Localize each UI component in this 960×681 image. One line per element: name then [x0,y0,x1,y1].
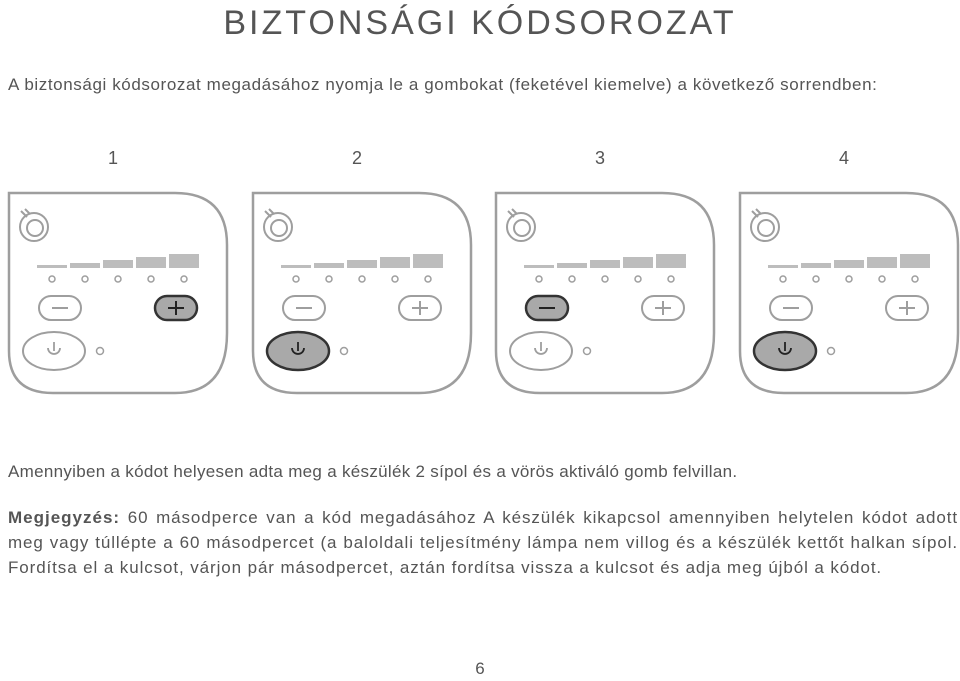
power-level-bar [314,263,344,268]
power-level-bar [37,265,67,268]
page-title: BIZTONSÁGI KÓDSOROZAT [223,4,737,42]
power-level-bar [900,254,930,268]
note-paragraph [8,505,958,580]
power-level-bar [136,257,166,268]
confirmation-text: Amennyiben a kódot helyesen adta meg a készülék 2 sípol és a vörös aktiváló gomb felvillan. [8,462,738,481]
power-level-bar [380,257,410,268]
step-number-2: 2 [351,148,362,168]
power-level-bar [867,257,897,268]
intro-text: A biztonsági kódsorozat megadásához nyomja le a gombokat (feketével kiemelve) a következő sorrendben: [8,75,878,94]
control-panel-4 [740,193,958,393]
control-panel-sequence [0,185,960,395]
power-level-bar [557,263,587,268]
power-level-bar [347,260,377,268]
power-level-bar [169,254,199,268]
step-number-3: 3 [594,148,605,168]
power-level-bar [524,265,554,268]
control-panel-3 [496,193,714,393]
control-panel-2 [253,193,471,393]
power-level-bar [590,260,620,268]
step-number-4: 4 [838,148,849,168]
power-level-bar [623,257,653,268]
power-level-bar [656,254,686,268]
power-level-bar [413,254,443,268]
power-level-bar [281,265,311,268]
step-number-1: 1 [107,148,118,168]
page-number: 6 [475,659,485,678]
control-panel-1 [9,193,227,393]
power-level-bar [768,265,798,268]
note-text: 60 másodperce van a kód megadásához A készülék kikapcsol amennyiben helytelen kódot adott meg vagy túllépte a 60 másodpercet (a baloldali teljesítmény lámpa nem villog és a készülék kettőt halkan sípol. Fordítsa el a kulcsot, várjon pár másodpercet, aztán fordítsa vissza a kulcsot és adja meg újból a kódot. [8,508,958,577]
power-level-bar [103,260,133,268]
power-level-bar [801,263,831,268]
note-label: Megjegyzés: [8,508,121,527]
power-level-bar [834,260,864,268]
power-level-bar [70,263,100,268]
